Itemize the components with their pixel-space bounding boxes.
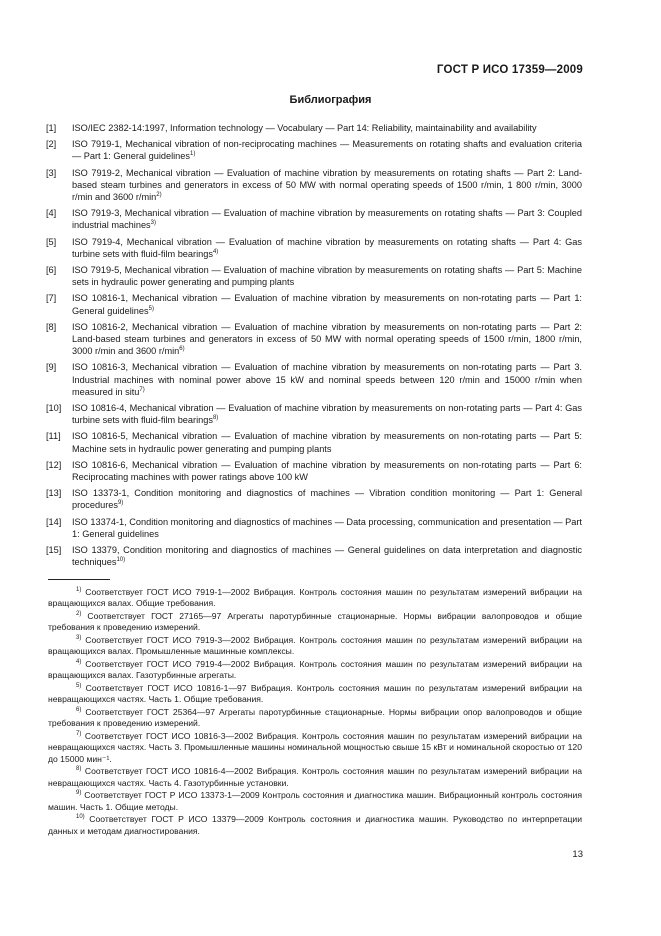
- ref-number: [12]: [46, 459, 62, 470]
- footnote: $^{6)}$ Соответствует ГОСТ 25364—97 Агрегаты паротурбинные стационарные. Нормы вибрации опор валопроводов и общие требования к проведению измерений.: [48, 707, 582, 729]
- ref-text: ISO 10816-6, Mechanical vibration — Evaluation of machine vibration by measurements on non-rotating parts — Part 6: Reciprocating machines with power ratings above 100 kW: [72, 459, 582, 483]
- ref-number: [4]: [46, 208, 57, 219]
- list-item: [46, 138, 582, 162]
- ref-number: [1]: [46, 123, 57, 133]
- list-item: [46, 516, 582, 540]
- list-item: [46, 544, 582, 568]
- footnote: $^{1)}$ Соответствует ГОСТ ИСО 7919-1—2002 Вибрация. Контроль состояния машин по результатам измерений вибрации на вращающихся валах. Общие требования.: [48, 587, 582, 609]
- page-number: 13: [572, 849, 583, 860]
- ref-text: ISO 7919-1, Mechanical vibration of non-reciprocating machines — Measurements on rotating shafts and evaluation criteria — Part 1: General guidelines$^{1)}$: [72, 139, 582, 162]
- list-item: [46, 487, 582, 511]
- list-item: [46, 264, 582, 288]
- list-item: [46, 459, 582, 483]
- ref-text: ISO 7919-5, Mechanical vibration — Evaluation of machine vibration by measurements on rotating shafts — Part 5: Machine sets in hydraulic power generating and pumping plants: [72, 265, 582, 288]
- ref-number: [7]: [46, 293, 57, 304]
- ref-number: [5]: [46, 236, 57, 247]
- ref-number: [9]: [46, 362, 57, 373]
- ref-text: ISO/IEC 2382-14:1997, Information technology — Vocabulary — Part 14: Reliability, maintainability and availability: [72, 123, 537, 133]
- list-item: [46, 430, 582, 454]
- ref-text: ISO 10816-3, Mechanical vibration — Evaluation of machine vibration by measurements on non-rotating parts — Part 3. Industrial machines with nominal power above 15 kW and nominal speeds between 120 r/min and 15000 r/min when measured in situ$^{7)}$: [72, 362, 582, 397]
- ref-number: [13]: [46, 488, 62, 499]
- page-title: Библиография: [289, 94, 372, 106]
- footnote: $^{8)}$ Соответствует ГОСТ ИСО 10816-4—2002 Вибрация. Контроль состояния машин по результатам измерений вибрации на невращающихся частях. Часть 4. Газотурбинные установки.: [48, 766, 582, 788]
- list-item: [46, 122, 582, 134]
- ref-text: ISO 7919-3, Mechanical vibration — Evaluation of machine vibration by measurements on rotating shafts — Part 3: Coupled industrial machines$^{3)}$: [72, 208, 582, 231]
- footnote: $^{5)}$ Соответствует ГОСТ ИСО 10816-1—97 Вибрация. Контроль состояния машин по результатам измерений вибрации на невращающихся частях. Часть 1. Общие требования.: [48, 683, 582, 705]
- ref-text: ISO 10816-4, Mechanical vibration — Evaluation of machine vibration by measurements on non-rotating parts — Part 4: Gas turbine sets with fluid-film bearings$^{8)}$: [72, 403, 582, 426]
- footnote: $^{10)}$ Соответствует ГОСТ Р ИСО 13379—2009 Контроль состояния и диагностика машин. Руководство по интерпретации данных и методам диагностирования.: [48, 814, 582, 836]
- ref-number: [2]: [46, 139, 57, 150]
- bibliography-list: [46, 122, 582, 573]
- ref-text: ISO 7919-2, Mechanical vibration — Evaluation of machine vibration by measurements on rotating shafts — Part 2: Land-based steam turbines and generators in excess of 50 MW with normal operating speeds of 1500 r/min, 1 800 r/min, 3000 r/min and 3600 $r/\min^{2)}$: [72, 167, 582, 203]
- list-item: [46, 207, 582, 231]
- ref-number: [15]: [46, 545, 62, 556]
- ref-number: [10]: [46, 403, 62, 414]
- list-item: [46, 402, 582, 426]
- ref-number: [8]: [46, 321, 57, 332]
- list-item: [46, 167, 582, 204]
- list-item: [46, 292, 582, 316]
- footnote-divider: [48, 579, 110, 580]
- ref-number: [11]: [46, 431, 61, 442]
- footnotes: [48, 587, 582, 838]
- ref-number: [6]: [46, 265, 57, 276]
- ref-text: ISO 13373-1, Condition monitoring and diagnostics of machines — Vibration condition monitoring — Part 1: General procedures$^{9)}$: [72, 488, 582, 511]
- footnote: $^{9)}$ Соответствует ГОСТ Р ИСО 13373-1—2009 Контроль состояния и диагностика машин. Вибрационный контроль состояния машин. Часть 1. Общие методы.: [48, 790, 582, 812]
- document-header: ГОСТ Р ИСО 17359—2009: [436, 64, 583, 76]
- ref-number: [3]: [46, 167, 57, 178]
- list-item: [46, 236, 582, 260]
- ref-number: [14]: [46, 516, 62, 527]
- ref-text: ISO 10816-2, Mechanical vibration — Evaluation of machine vibration by measurements on non-rotating parts — Part 2: Land-based steam turbines and generators in excess of 50 MW with normal operating speeds of 1500 r/min, 1800 r/min, 3000 r/min and 3600 $r/\min^{6)}$: [72, 321, 582, 357]
- ref-text: ISO 7919-4, Mechanical vibration — Evaluation of machine vibration by measurements on rotating shafts — Part 4: Gas turbine sets with fluid-film bearings$^{4)}$: [72, 236, 582, 259]
- footnote: $^{3)}$ Соответствует ГОСТ ИСО 7919-3—2002 Вибрация. Контроль состояния машин по результатам измерений вибрации на вращающихся валах. Промышленные машинные комплексы.: [48, 635, 582, 657]
- footnote: $^{2)}$ Соответствует ГОСТ 27165—97 Агрегаты паротурбинные стационарные. Нормы вибрации валопроводов и общие требования к проведению измерений.: [48, 611, 582, 633]
- ref-text: ISO 13379, Condition monitoring and diagnostics of machines — General guidelines on data interpretation and diagnostic techniques$^{10)}$: [72, 545, 582, 568]
- footnote: $^{4)}$ Соответствует ГОСТ ИСО 7919-4—2002 Вибрация. Контроль состояния машин по результатам измерений вибрации на вращающихся валах. Газотурбинные агрегаты.: [48, 659, 582, 681]
- footnote: $^{7)}$ Соответствует ГОСТ ИСО 10816-3—2002 Вибрация. Контроль состояния машин по результатам измерений вибрации на невращающихся частях. Часть 3. Промышленные машины номинальной мощностью свыше 15 кВт и номинальной скоростью от 120 до 15000 мин⁻¹.: [48, 731, 582, 764]
- ref-text: ISO 13374-1, Condition monitoring and diagnostics of machines — Data processing, communication and presentation — Part 1: General guidelines: [72, 516, 582, 539]
- ref-text: ISO 10816-1, Mechanical vibration — Evaluation of machine vibration by measurements on non-rotating parts — Part 1: General guidelines$^{5)}$: [72, 293, 582, 316]
- ref-text: ISO 10816-5, Mechanical vibration — Evaluation of machine vibration by measurements on non-rotating parts — Part 5: Machine sets in hydraulic power generating and pumping plants: [72, 431, 582, 454]
- list-item: [46, 361, 582, 398]
- list-item: [46, 321, 582, 358]
